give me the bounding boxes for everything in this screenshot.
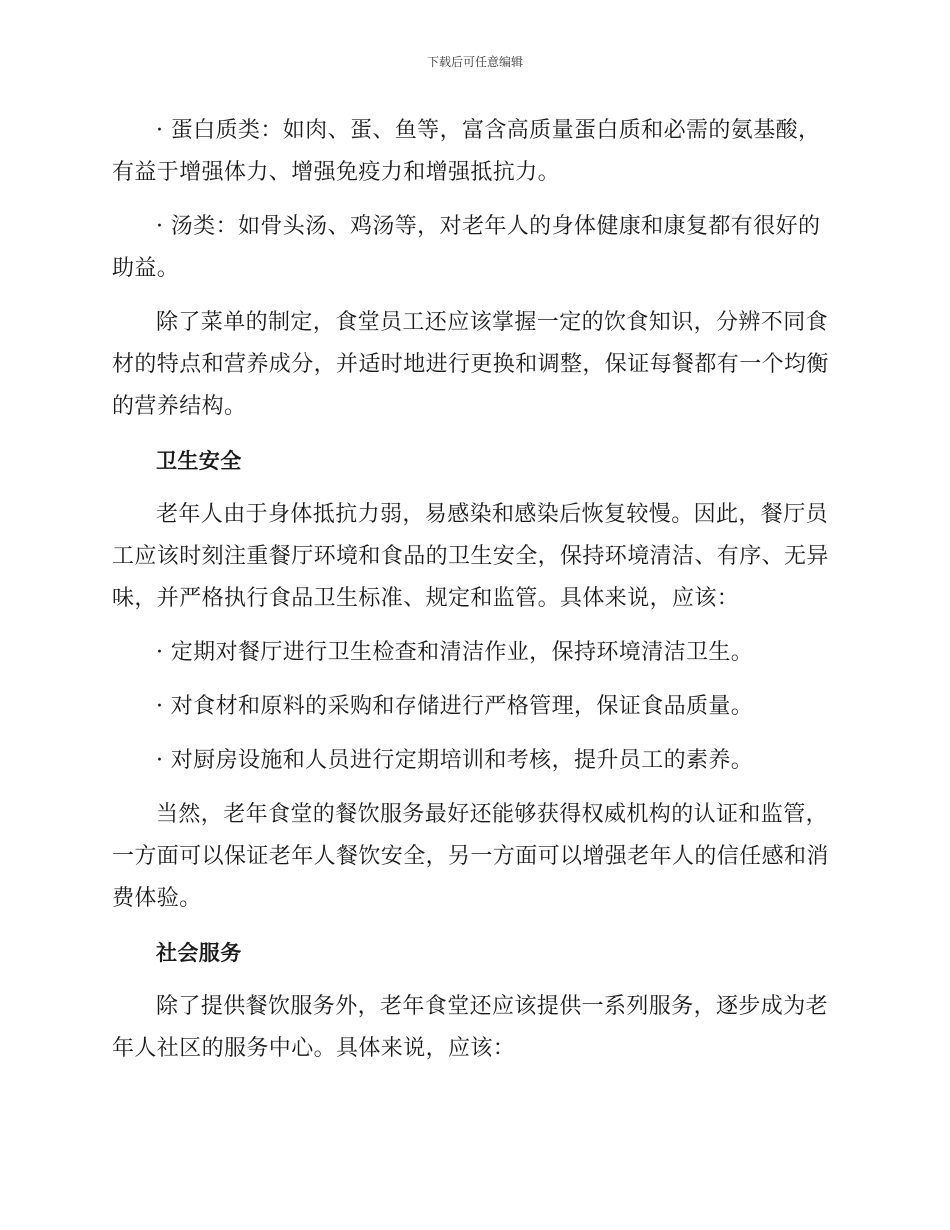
paragraph-social-service-intro: 除了提供餐饮服务外，老年食堂还应该提供一系列服务，逐步成为老年人社区的服务中心。具体来说，应该： xyxy=(112,994,829,1061)
page-header-note: 下载后可任意编辑 xyxy=(426,55,523,69)
paragraph-hygiene-intro: 老年人由于身体抵抗力弱，易感染和感染后恢复较慢。因此，餐厅员工应该时刻注重餐厅环境和食品的卫生安全，保持环境清洁、有序、无异味，并严格执行食品卫生标准、规定和监管。具体来说，应该： xyxy=(112,502,829,611)
bullet-soup: · 汤类：如骨头汤、鸡汤等，对老年人的身体健康和康复都有很好的助益。 xyxy=(112,214,821,281)
section-heading-social-service: 社会服务 xyxy=(156,941,242,965)
bullet-training: · 对厨房设施和人员进行定期培训和考核，提升员工的素养。 xyxy=(156,748,754,773)
section-heading-hygiene: 卫生安全 xyxy=(156,449,242,473)
paragraph-menu-knowledge: 除了菜单的制定，食堂员工还应该掌握一定的饮食知识，分辨不同食材的特点和营养成分，并适时地进行更换和调整，保证每餐都有一个均衡的营养结构。 xyxy=(112,310,829,419)
document-body xyxy=(112,110,840,1082)
bullet-protein: · 蛋白质类：如肉、蛋、鱼等，富含高质量蛋白质和必需的氨基酸，有益于增强体力、增强免疫力和增强抵抗力。 xyxy=(112,118,821,185)
bullet-inspection: · 定期对餐厅进行卫生检查和清洁作业，保持环境清洁卫生。 xyxy=(156,640,754,665)
paragraph-certification: 当然，老年食堂的餐饮服务最好还能够获得权威机构的认证和监管，一方面可以保证老年人餐饮安全，另一方面可以增强老年人的信任感和消费体验。 xyxy=(112,802,829,911)
bullet-procurement: · 对食材和原料的采购和存储进行严格管理，保证食品质量。 xyxy=(156,694,754,719)
